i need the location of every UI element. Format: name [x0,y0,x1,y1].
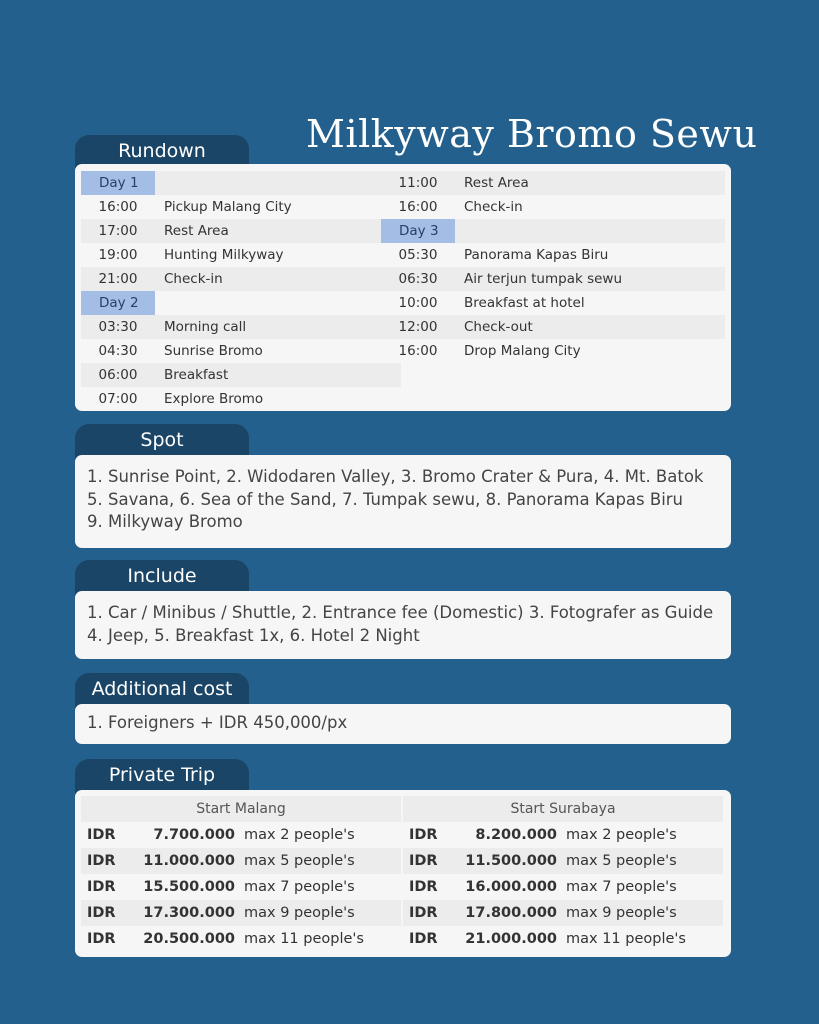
day-badge [81,171,155,195]
price-currency: IDR [409,905,438,921]
schedule-activity: Drop Malang City [464,343,581,359]
schedule-row [81,339,401,363]
price-row [81,822,401,848]
schedule-row [81,363,401,387]
include-list [75,591,731,658]
rundown-tab: Rundown [75,135,249,171]
price-row [403,822,723,848]
max-people: max 2 people's [566,827,677,843]
max-people: max 9 people's [566,905,677,921]
schedule-row [81,387,401,411]
schedule-row [81,315,401,339]
day-badge [381,219,455,243]
price-currency: IDR [87,879,116,895]
price-row [81,848,401,874]
schedule-time: 16:00 [98,199,138,215]
price-amount: 11.000.000 [143,853,235,869]
day-label: Day 1 [99,175,139,191]
price-row [403,900,723,926]
price-amount: 8.200.000 [475,827,557,843]
schedule-time: 04:30 [98,343,138,359]
schedule-row [381,171,725,195]
schedule-activity: Rest Area [464,175,529,191]
schedule-row [381,315,725,339]
price-currency: IDR [87,827,116,843]
schedule-row [381,243,725,267]
schedule-activity: Sunrise Bromo [164,343,263,359]
schedule-row [81,219,401,243]
price-row [81,874,401,900]
price-row [403,874,723,900]
price-amount: 20.500.000 [143,931,235,947]
day-label: Day 3 [399,223,439,239]
schedule-row [381,267,725,291]
schedule-time: 10:00 [398,295,438,311]
schedule-row [381,291,725,315]
schedule-activity: Check-in [164,271,223,287]
max-people: max 5 people's [244,853,355,869]
price-currency: IDR [409,879,438,895]
schedule-time: 19:00 [98,247,138,263]
day-row [81,291,401,315]
include-line: 4. Jeep, 5. Breakfast 1x, 6. Hotel 2 Night [87,625,420,645]
schedule-activity: Rest Area [164,223,229,239]
day-row [81,171,401,195]
spot-line: 1. Sunrise Point, 2. Widodaren Valley, 3. Bromo Crater & Pura, 4. Mt. Batok [87,467,704,486]
additional-cost-card [75,704,731,744]
price-currency: IDR [409,827,438,843]
schedule-row [381,339,725,363]
schedule-time: 12:00 [398,319,438,335]
include-tab: Include [75,560,249,596]
page-title: Milkyway Bromo Sewu [306,112,758,156]
schedule-time: 21:00 [98,271,138,287]
day-row [381,219,725,243]
schedule-time: 06:30 [398,271,438,287]
schedule-activity: Air terjun tumpak sewu [464,271,623,287]
max-people: max 7 people's [566,879,677,895]
schedule-activity: Check-in [464,199,523,215]
rundown-card [75,164,731,411]
schedule-activity: Explore Bromo [164,391,264,407]
schedule-activity: Check-out [464,319,533,335]
schedule-activity: Hunting Milkyway [164,247,284,263]
price-row [81,900,401,926]
price-amount: 17.800.000 [465,905,557,921]
price-column-surabaya [403,796,723,952]
additional-cost-tab: Additional cost [75,673,249,709]
schedule-row [81,243,401,267]
spot-list [75,455,731,545]
max-people: max 2 people's [244,827,355,843]
price-amount: 15.500.000 [143,879,235,895]
schedule-activity: Morning call [164,319,247,335]
max-people: max 11 people's [566,931,686,947]
schedule-time: 16:00 [398,343,438,359]
additional-cost-list [75,704,731,746]
price-currency: IDR [409,931,438,947]
price-currency: IDR [87,905,116,921]
spot-tab: Spot [75,424,249,460]
private-trip-card [75,790,731,957]
private-trip-tab: Private Trip [75,759,249,795]
price-row [403,926,723,952]
price-column-header: Start Surabaya [403,796,723,822]
schedule-time: 05:30 [398,247,438,263]
schedule-row [381,195,725,219]
schedule-time: 06:00 [98,367,138,383]
day-label: Day 2 [99,295,139,311]
include-line: 1. Car / Minibus / Shuttle, 2. Entrance fee (Domestic) 3. Fotografer as Guide [87,603,714,622]
price-column-malang [81,796,401,952]
schedule-row [81,267,401,291]
schedule-time: 07:00 [98,391,138,407]
schedule-activity: Panorama Kapas Biru [464,247,609,263]
schedule-row [81,195,401,219]
schedule-time: 16:00 [398,199,438,215]
price-currency: IDR [87,853,116,869]
max-people: max 11 people's [244,931,364,947]
spot-card [75,455,731,548]
schedule-activity: Breakfast [164,367,229,383]
price-currency: IDR [409,853,438,869]
additional-line: 1. Foreigners + IDR 450,000/px [87,713,348,732]
spot-line: 9. Milkyway Bromo [87,512,243,531]
max-people: max 7 people's [244,879,355,895]
price-amount: 21.000.000 [465,931,557,947]
price-row [403,848,723,874]
schedule-activity: Pickup Malang City [164,199,292,215]
day-badge [81,291,155,315]
schedule-activity: Breakfast at hotel [464,295,585,311]
price-amount: 11.500.000 [465,853,557,869]
include-card [75,591,731,659]
max-people: max 5 people's [566,853,677,869]
price-currency: IDR [87,931,116,947]
price-amount: 17.300.000 [143,905,235,921]
rundown-left-column [81,171,401,411]
schedule-time: 17:00 [98,223,138,239]
price-column-header: Start Malang [81,796,401,822]
schedule-time: 11:00 [398,175,438,191]
price-row [81,926,401,952]
rundown-right-column [381,171,725,363]
schedule-time: 03:30 [98,319,138,335]
spot-line: 5. Savana, 6. Sea of the Sand, 7. Tumpak sewu, 8. Panorama Kapas Biru [87,489,684,509]
max-people: max 9 people's [244,905,355,921]
price-amount: 7.700.000 [153,827,235,843]
price-amount: 16.000.000 [465,879,557,895]
